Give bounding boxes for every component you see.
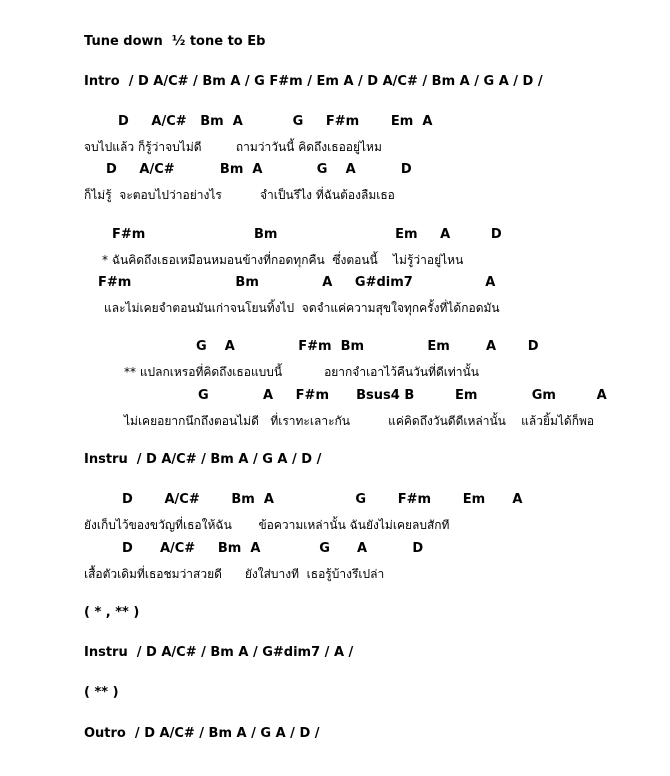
lyric-line: และไม่เคยจำตอนมันเก่าจนโยนทิ้งไป จดจำแค่ความสุขใจทุกครั้งที่ได้กอดมัน — [104, 301, 500, 315]
chord-line: D A/C# Bm A G F#m Em A — [118, 114, 433, 129]
chord-line: D A/C# Bm A G F#m Em A — [122, 492, 523, 507]
chord-line: D A/C# Bm A G A D — [106, 162, 412, 177]
chord-line: G A F#m Bm Em A D — [196, 339, 539, 354]
instru-line: Instru / D A/C# / Bm A / G A / D / — [84, 452, 322, 467]
lyric-line: ก็ไม่รู้ จะตอบไปว่าอย่างไร จำเป็นรึไง ที่ฉันต้องลืมเธอ — [84, 188, 395, 202]
chord-line: F#m Bm A G#dim7 A — [98, 275, 496, 290]
tune-note: Tune down ½ tone to Eb — [84, 34, 266, 49]
lyric-line: ไม่เคยอยากนึกถึงตอนไม่ดี ที่เราทะเลาะกัน แค่คิดถึงวันดีดีเหล่านั้น แล้วยิ้มได้ก็พอ — [124, 414, 595, 428]
lyric-line: ยังเก็บไว้ของขวัญที่เธอให้ฉัน ข้อความเหล่านั้น ฉันยังไม่เคยลบสักที — [84, 518, 450, 532]
lyric-line: เสื้อตัวเดิมที่เธอชมว่าสวยดี ยังใส่บางที เธอรู้บ้างรึเปล่า — [84, 567, 385, 581]
lyric-line: ** แปลกเหรอที่คิดถึงเธอแบบนี้ อยากจำเอาไว้คืนวันที่ดีเท่านั้น — [124, 365, 479, 379]
outro-line: Outro / D A/C# / Bm A / G A / D / — [84, 726, 320, 741]
repeat-marker: ( * , ** ) — [84, 605, 140, 620]
chord-line: G A F#m Bsus4 B Em Gm A — [198, 388, 607, 403]
intro-line: Intro / D A/C# / Bm A / G F#m / Em A / D A/C# / Bm A / G A / D / — [84, 74, 543, 89]
repeat-marker: ( ** ) — [84, 685, 119, 700]
instru-line: Instru / D A/C# / Bm A / G#dim7 / A / — [84, 645, 354, 660]
lyric-line: * ฉันคิดถึงเธอเหมือนหมอนข้างที่กอดทุกคืน ซึ่งตอนนี้ ไม่รู้ว่าอยู่ไหน — [102, 253, 464, 267]
lyric-line: จบไปแล้ว ก็รู้ว่าจบไม่ดี ถามว่าวันนี้ คิดถึงเธออยู่ไหม — [84, 140, 382, 154]
chord-line: F#m Bm Em A D — [112, 227, 502, 242]
chord-line: D A/C# Bm A G A D — [122, 541, 424, 556]
